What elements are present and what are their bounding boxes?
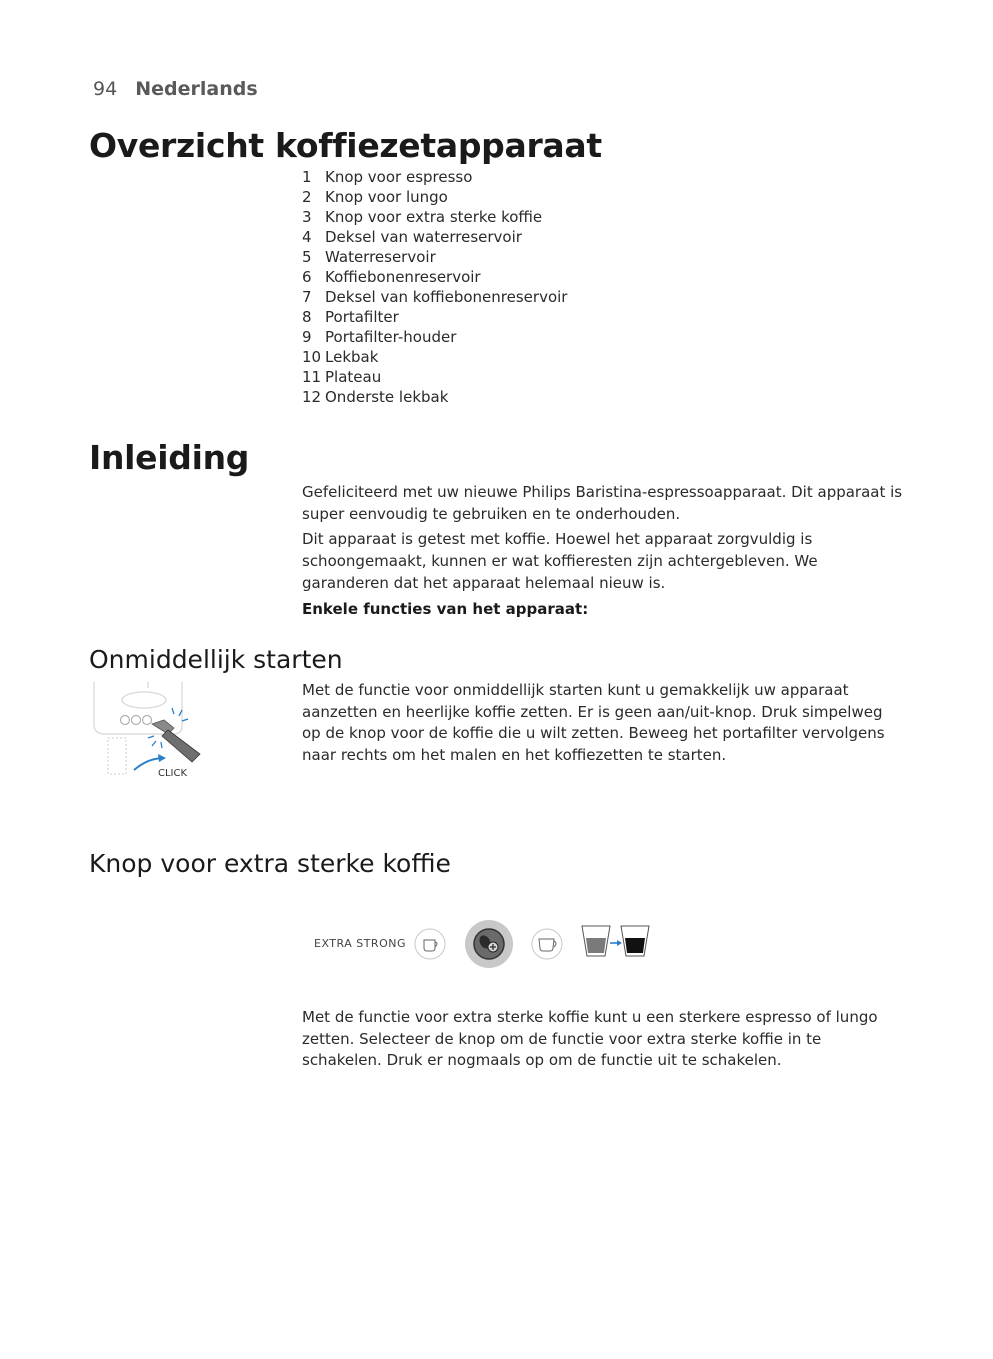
features-label: Enkele functies van het apparaat:	[302, 599, 589, 618]
part-list-item	[302, 387, 567, 407]
part-label: Deksel van waterreservoir	[325, 228, 522, 246]
intro-paragraph: Dit apparaat is getest met koffie. Hoewel het apparaat zorgvuldig is schoongemaakt, kunnen er wat koffieresten zijn achtergebleven. We garanderen dat het apparaat helemaal nieuw is.	[302, 530, 818, 592]
button-icon	[132, 716, 141, 725]
part-list-item	[302, 267, 567, 287]
arrowhead-icon	[158, 754, 166, 762]
intro-body	[302, 482, 905, 624]
part-list-item	[302, 167, 567, 187]
extra-strong-illustration	[310, 916, 660, 972]
page-language: Nederlands	[135, 78, 258, 100]
extra-strong-text: Met de functie voor extra sterke koffie kunt u een sterkere espresso of lungo zetten. Selecteer de knop om de functie voor extra sterke koffie in te schakelen. Druk er nogmaals op om de functie uit te schakelen.	[302, 1008, 878, 1070]
part-list-item	[302, 207, 567, 227]
extra-strong-body	[302, 1007, 905, 1076]
extra-strong-title: Knop voor extra sterke koffie	[89, 849, 451, 878]
extra-strong-button-icon	[465, 920, 513, 968]
strong-coffee-glass-icon	[621, 926, 649, 956]
lungo-cup-icon	[532, 929, 562, 959]
intro-paragraph: Gefeliciteerd met uw nieuwe Philips Baristina-espressoapparaat. Dit apparaat is super eenvoudig te gebruiken en te onderhouden.	[302, 483, 903, 523]
part-label: Waterreservoir	[325, 248, 436, 266]
espresso-cup-icon	[415, 929, 445, 959]
part-label: Lekbak	[325, 348, 379, 366]
part-list-item	[302, 367, 567, 387]
part-label: Plateau	[325, 368, 382, 386]
part-list-item	[302, 247, 567, 267]
part-label: Knop voor lungo	[325, 188, 448, 206]
part-label: Knop voor espresso	[325, 168, 473, 186]
part-number: 7	[302, 288, 312, 306]
instant-start-illustration	[88, 678, 208, 782]
page-number: 94	[93, 78, 118, 100]
part-number: 4	[302, 228, 312, 246]
part-list-item	[302, 187, 567, 207]
button-icon	[121, 716, 130, 725]
click-label: CLICK	[158, 768, 188, 779]
part-number: 12	[302, 388, 322, 406]
part-number: 10	[302, 348, 322, 366]
instant-start-title: Onmiddellijk starten	[89, 645, 343, 674]
part-list-item	[302, 227, 567, 247]
intro-title: Inleiding	[89, 438, 250, 477]
part-list-item	[302, 327, 567, 347]
part-number: 3	[302, 208, 312, 226]
instant-start-body	[302, 680, 905, 771]
part-number: 6	[302, 268, 312, 286]
part-label: Onderste lekbak	[325, 388, 449, 406]
part-list-item	[302, 347, 567, 367]
part-number: 1	[302, 168, 312, 186]
part-number: 5	[302, 248, 312, 266]
arrow-right-icon	[610, 940, 622, 946]
parts-list	[302, 167, 567, 407]
button-icon	[143, 716, 152, 725]
part-label: Portafilter-houder	[325, 328, 457, 346]
part-number: 2	[302, 188, 312, 206]
part-label: Portafilter	[325, 308, 399, 326]
part-list-item	[302, 307, 567, 327]
part-label: Deksel van koffiebonenreservoir	[325, 288, 568, 306]
button-row	[121, 716, 152, 725]
part-number: 9	[302, 328, 312, 346]
light-coffee-glass-icon	[582, 926, 610, 956]
part-number: 8	[302, 308, 312, 326]
part-label: Knop voor extra sterke koffie	[325, 208, 543, 226]
instant-start-text: Met de functie voor onmiddellijk starten kunt u gemakkelijk uw apparaat aanzetten en heerlijke koffie zetten. Er is geen aan/uit-knop. Druk simpelweg op de knop voor de koffie die u wilt zetten. Beweeg het portafilter vervolgens naar rechts om het malen en het koffiezetten te starten.	[302, 681, 885, 765]
part-number: 11	[302, 368, 322, 386]
extra-strong-label: EXTRA STRONG	[314, 937, 406, 950]
page-header	[93, 78, 258, 100]
part-label: Koffiebonenreservoir	[325, 268, 481, 286]
part-list-item	[302, 287, 567, 307]
overview-title: Overzicht koffiezetapparaat	[89, 126, 602, 165]
